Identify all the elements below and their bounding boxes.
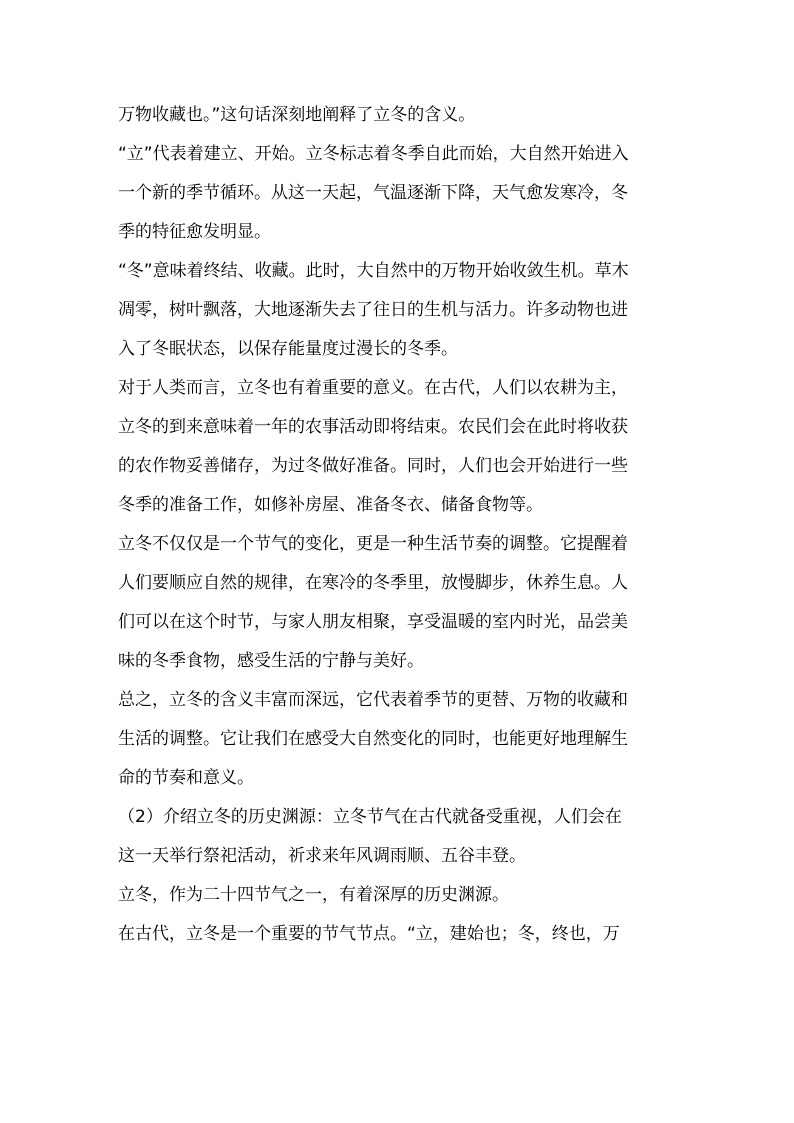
text-line: 味的冬季食物，感受生活的宁静与美好。 [118, 651, 424, 671]
text-line: 季的特征愈发明显。 [118, 222, 271, 242]
text-line: 立冬的到来意味着一年的农事活动即将结束。农民们会在此时将收获 [118, 417, 628, 437]
text-line: 凋零，树叶飘落，大地逐渐失去了往日的生机与活力。许多动物也进 [118, 300, 628, 320]
paragraph-8 [118, 876, 678, 915]
text-line: “立”代表着建立、开始。立冬标志着冬季自此而始，大自然开始进入 [118, 144, 629, 164]
text-line: 冬季的准备工作，如修补房屋、准备冬衣、储备食物等。 [118, 495, 543, 515]
paragraph-7 [118, 798, 678, 876]
text-line: 人们要顺应自然的规律，在寒冷的冬季里，放慢脚步，休养生息。人 [118, 573, 628, 593]
text-line: 立冬不仅仅是一个节气的变化，更是一种生活节奏的调整。它提醒着 [118, 534, 628, 554]
paragraph-6 [118, 681, 678, 798]
text-line: 立冬，作为二十四节气之一，有着深厚的历史渊源。 [118, 885, 509, 905]
text-line: 的农作物妥善储存，为过冬做好准备。同时，人们也会开始进行一些 [118, 456, 628, 476]
paragraph-5 [118, 525, 678, 681]
text-line: 总之，立冬的含义丰富而深远，它代表着季节的更替、万物的收藏和 [118, 690, 628, 710]
text-line: 这一天举行祭祀活动，祈求来年风调雨顺、五谷丰登。 [118, 846, 526, 866]
paragraph-2 [118, 135, 678, 252]
text-line: 一个新的季节循环。从这一天起，气温逐渐下降，天气愈发寒冷，冬 [118, 183, 628, 203]
text-line: “冬”意味着终结、收藏。此时，大自然中的万物开始收敛生机。草木 [118, 261, 629, 281]
text-line: 对于人类而言，立冬也有着重要的意义。在古代，人们以农耕为主， [118, 378, 628, 398]
paragraph-3 [118, 252, 678, 369]
text-line: 生活的调整。它让我们在感受大自然变化的同时，也能更好地理解生 [118, 729, 628, 749]
text-line: 入了冬眠状态，以保存能量度过漫长的冬季。 [118, 339, 458, 359]
text-line: 在古代，立冬是一个重要的节气节点。“立，建始也；冬，终也，万 [118, 924, 620, 944]
text-line: 们可以在这个时节，与家人朋友相聚，享受温暖的室内时光，品尝美 [118, 612, 628, 632]
document-body [118, 96, 678, 954]
text-line: 万物收藏也。”这句话深刻地阐释了立冬的含义。 [118, 105, 476, 125]
text-line: 命的节奏和意义。 [118, 768, 254, 788]
text-line: （2）介绍立冬的历史渊源：立冬节气在古代就备受重视，人们会在 [118, 807, 622, 827]
paragraph-9 [118, 915, 678, 954]
paragraph-4 [118, 369, 678, 525]
paragraph-1 [118, 96, 678, 135]
